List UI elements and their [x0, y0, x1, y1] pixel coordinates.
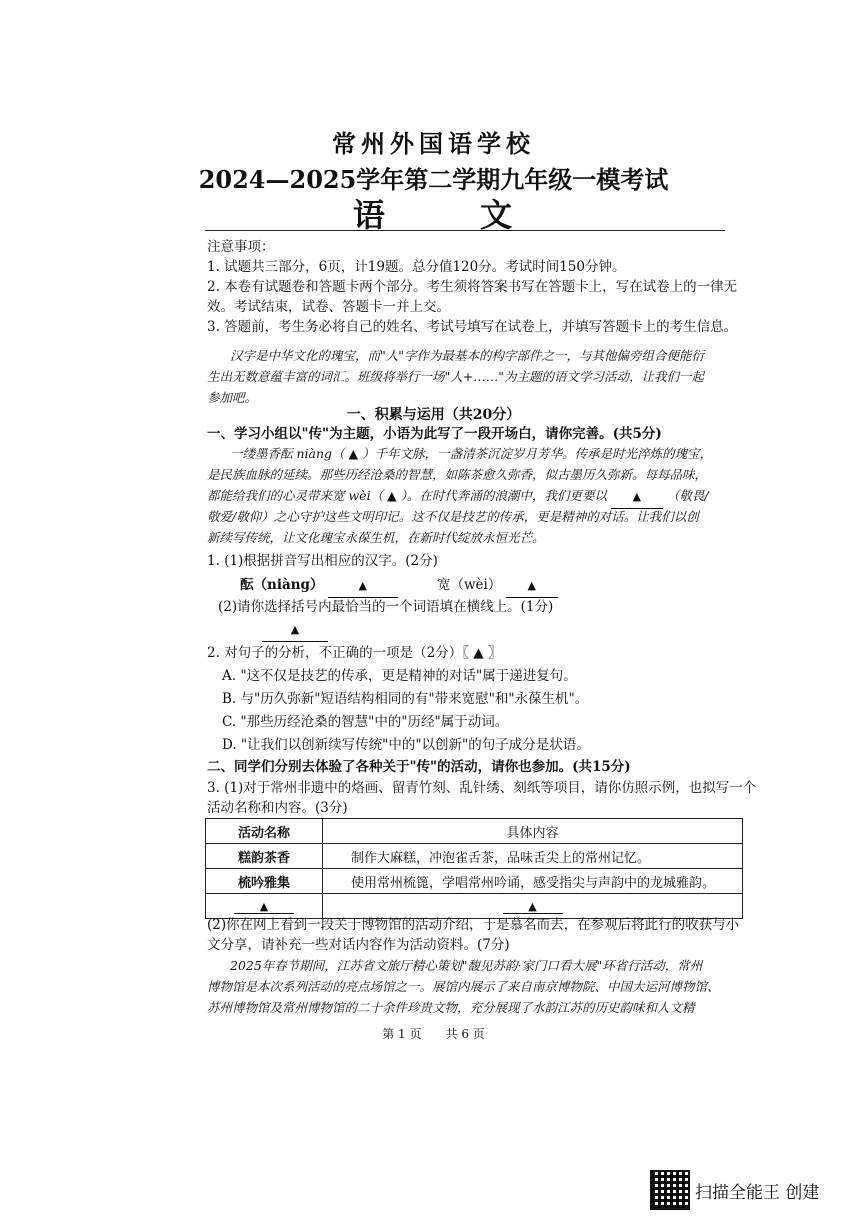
note-item: 1. 试题共三部分，6页，计19题。总分值120分。考试时间150分钟。 [207, 259, 626, 275]
intro-line: 汉字是中华文化的瑰宝，而"人"字作为最基本的构字部件之一，与其他偏旁组合便能衍 [230, 348, 705, 363]
answer-blank: ▲ [611, 486, 663, 509]
question-3-2: (2)你在网上看到一段关于博物馆的活动介绍，于是慕名而去，在参观后将此行的收获与小 [207, 917, 740, 933]
section-title: 一、积累与运用（共20分） [346, 407, 521, 423]
table-cell: 梳吟雅集 [206, 869, 323, 894]
option-c: C. "那些历经沧桑的智慧"中的"历经"属于动词。 [222, 714, 509, 730]
option-a: A. "这不仅是技艺的传承，更是精神的对话"属于递进复句。 [222, 668, 577, 684]
pinyin-item-a: 酝（niàng） ▲ [240, 574, 398, 598]
exam-title: 2024—2025学年第二学期九年级一模考试 [198, 165, 669, 194]
question-2: 2. 对句子的分析，不正确的一项是（2分）〖 ▲ 〗 [207, 645, 502, 661]
subject-title: 语 文 [352, 196, 555, 234]
intro-line: 生出无数意蕴丰富的词汇。班级将举行一场"人+……"为主题的语文学习活动，让我们一起 [207, 369, 704, 384]
scanner-watermark: 扫描全能王 创建 [695, 1183, 820, 1203]
answer-blank: ▲ [328, 575, 398, 598]
passage-text: （敬畏/ [666, 488, 709, 503]
table-cell: ▲ [206, 894, 323, 919]
table-cell: 糕韵茶香 [206, 844, 323, 869]
pinyin-item-b: 宽（wèi） ▲ [437, 574, 558, 598]
answer-blank-line [262, 618, 328, 642]
table-header: 活动名称 [206, 819, 323, 844]
passage-line: 是民族血脉的延续。那些历经沧桑的智慧，如陈茶愈久弥香，似古墨历久弥新。每每品味， [207, 467, 708, 482]
table-header: 具体内容 [323, 819, 743, 844]
notes-title: 注意事项： [207, 239, 275, 255]
answer-blank: ▲ [506, 575, 558, 598]
passage-line: 一缕墨香酝 niàng（ ▲ ）千年文脉，一盏清茶沉淀岁月芳华。传承是时光淬炼的瑰宝， [230, 446, 713, 461]
question-3-2: 文分享，请补充一些对话内容作为活动资料。(7分) [207, 937, 510, 953]
note-item: 2. 本卷有试题卷和答题卡两个部分。考生须将答案书写在答题卡上，写在试卷上的一律无 [207, 279, 738, 295]
part-title: 二、同学们分别去体验了各种关于"传"的活动，请你也参加。(共15分) [207, 759, 631, 775]
note-item: 3. 答题前，考生务必将自己的姓名、考试号填写在试卷上，并填写答题卡上的考生信息。 [207, 319, 738, 335]
passage-line: 敬爱/敬仰）之心守护这些文明印记。这不仅是技艺的传承，更是精神的对话。让我们以创 [207, 509, 699, 524]
museum-line: 博物馆是本次系列活动的亮点场馆之一。展馆内展示了来自南京博物院、中国大运河博物馆、 [207, 979, 720, 994]
option-d: D. "让我们以创新续写传统"中的"以创新"的句子成分是状语。 [222, 737, 590, 753]
table-cell: ▲ [323, 894, 743, 919]
question-3-1: 活动名称和内容。(3分) [207, 800, 348, 816]
qr-code-icon [650, 1170, 690, 1210]
activity-table [205, 818, 743, 919]
table-row [206, 844, 743, 869]
question-3-1: 3. (1)对于常州非遗中的烙画、留青竹刻、乱针绣、刻纸等项目，请你仿照示例，也拟写一个 [207, 780, 757, 796]
question-1-1: 1. (1)根据拼音写出相应的汉字。(2分) [207, 553, 438, 569]
question-1-2: (2)请你选择括号内最恰当的一个词语填在横线上。(1分) [218, 599, 554, 615]
school-name: 常州外国语学校 [332, 129, 535, 158]
table-cell: 使用常州梳篦，学唱常州吟诵，感受指尖与声韵中的龙城雅韵。 [323, 869, 743, 894]
note-item: 效。考试结束，试卷、答题卡一并上交。 [207, 299, 450, 315]
part-title: 一、学习小组以"传"为主题，小语为此写了一段开场白，请你完善。(共5分) [207, 426, 662, 442]
header-rule [205, 230, 725, 231]
table-row [206, 869, 743, 894]
museum-line: 苏州博物馆及常州博物馆的二十余件珍贵文物，充分展现了水韵江苏的历史韵味和人文精 [207, 1000, 695, 1015]
museum-line: 2025年春节期间，江苏省文旅厅精心策划"馥见苏韵·家门口看大展"环省行活动，常州 [230, 958, 703, 973]
intro-line: 参加吧。 [207, 390, 258, 405]
passage-line: 新续写传统，让文化瑰宝永葆生机，在新时代绽放永恒光芒。 [207, 530, 545, 545]
answer-blank: ▲ [262, 619, 328, 642]
table-header-row [206, 819, 743, 844]
page-number: 第 1 页 共 6 页 [382, 1027, 485, 1041]
table-cell: 制作大麻糕，冲泡雀舌茶，品味舌尖上的常州记忆。 [323, 844, 743, 869]
passage-text: 都能给我们的心灵带来宽 wèi（ ▲ ）。在时代奔涌的浪潮中，我们更要以 [207, 488, 607, 503]
option-b: B. 与"历久弥新"短语结构相同的有"带来宽慰"和"永葆生机"。 [222, 691, 589, 707]
